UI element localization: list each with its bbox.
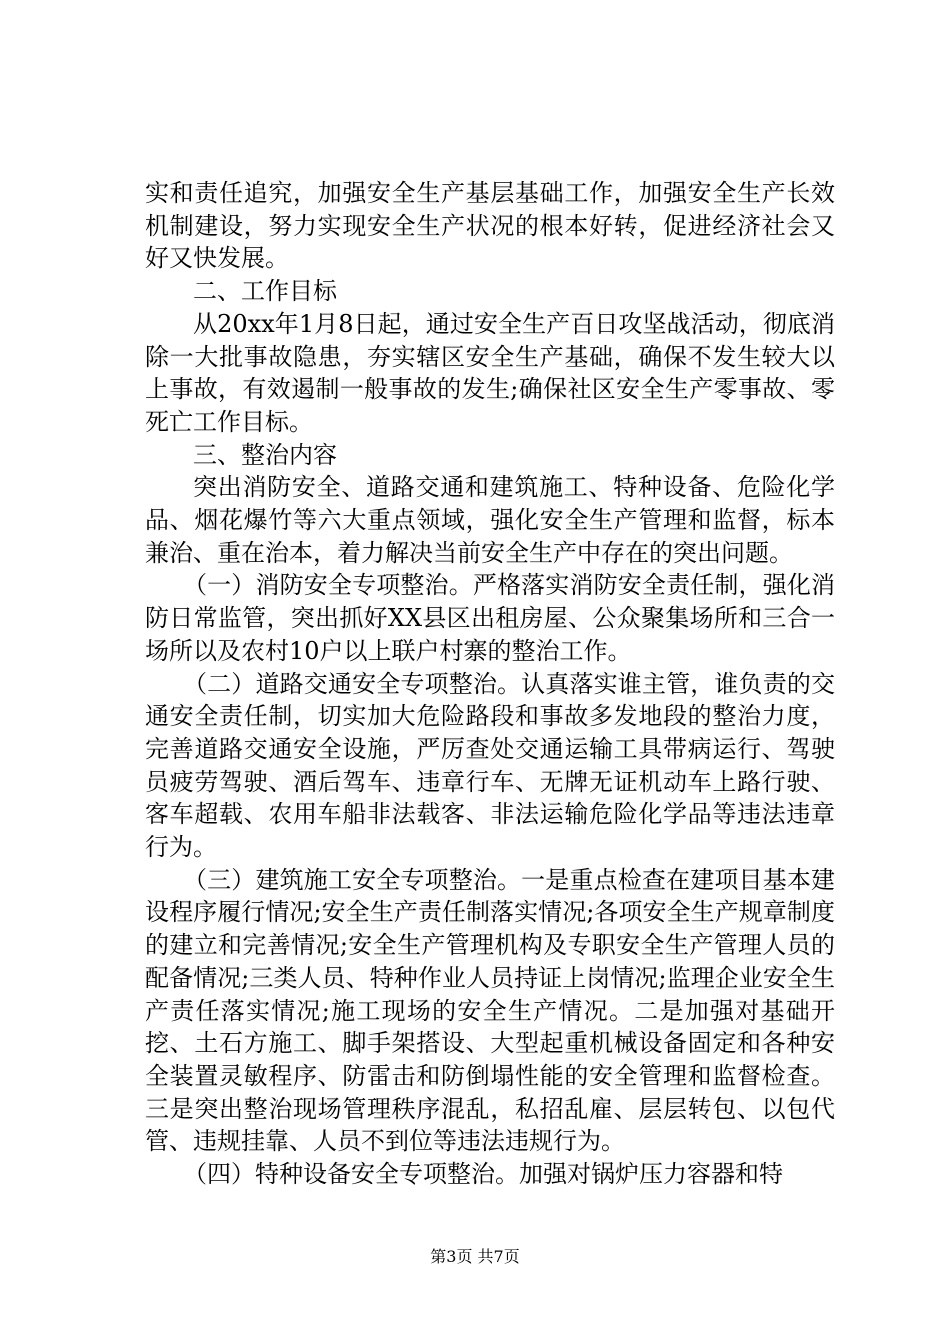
paragraph-work-goals: 从20xx年1月8日起，通过安全生产百日攻坚战活动，彻底消除一大批事故隐患，夯实辖区安全生产基础，确保不发生较大以上事故，有效遏制一般事故的发生;确保社区安全生产零事故、零死亡工作目标。 — [145, 309, 835, 436]
page-footer: 第3页 共7页 — [430, 1247, 520, 1266]
section-heading-rectification-content: 三、整治内容 — [193, 440, 337, 469]
section-heading-work-goals: 二、工作目标 — [193, 277, 337, 306]
paragraph-road-traffic: （二）道路交通安全专项整治。认真落实谁主管，谁负责的交通安全责任制，切实加大危险路段和事故多发地段的整治力度，完善道路交通安全设施，严厉查处交通运输工具带病运行、驾驶员疲劳驾驶、酒后驾车、违章行车、无牌无证机动车上路行驶、客车超载、农用车船非法载客、非法运输危险化学品等违法违章行为。 — [145, 669, 835, 862]
document-body — [145, 177, 835, 1191]
paragraph-special-equipment: （四）特种设备安全专项整治。加强对锅炉压力容器和特 — [183, 1160, 783, 1189]
paragraph-fire-safety: （一）消防安全专项整治。严格落实消防安全责任制，强化消防日常监管，突出抓好XX县区出租房屋、公众聚集场所和三合一场所以及农村10户以上联户村寨的整治工作。 — [145, 571, 835, 665]
paragraph-construction: （三）建筑施工安全专项整治。一是重点检查在建项目基本建设程序履行情况;安全生产责任制落实情况;各项安全生产规章制度的建立和完善情况;安全生产管理机构及专职安全生产管理人员的配备情况;三类人员、特种作业人员持证上岗情况;监理企业安全生产责任落实情况;施工现场的安全生产情况。二是加强对基础开挖、土石方施工、脚手架搭设、大型起重机械设备固定和各种安全装置灵敏程序、防雷击和防倒塌性能的安全管理和监督检查。三是突出整治现场管理秩序混乱，私招乱雇、层层转包、以包代管、违规挂靠、人员不到位等违法违规行为。 — [145, 865, 835, 1156]
paragraph-continuation: 实和责任追究，加强安全生产基层基础工作，加强安全生产长效机制建设，努力实现安全生产状况的根本好转，促进经济社会又好又快发展。 — [145, 179, 835, 273]
paragraph-rectification-content: 突出消防安全、道路交通和建筑施工、特种设备、危险化学品、烟花爆竹等六大重点领域，强化安全生产管理和监督，标本兼治、重在治本，着力解决当前安全生产中存在的突出问题。 — [145, 473, 835, 567]
